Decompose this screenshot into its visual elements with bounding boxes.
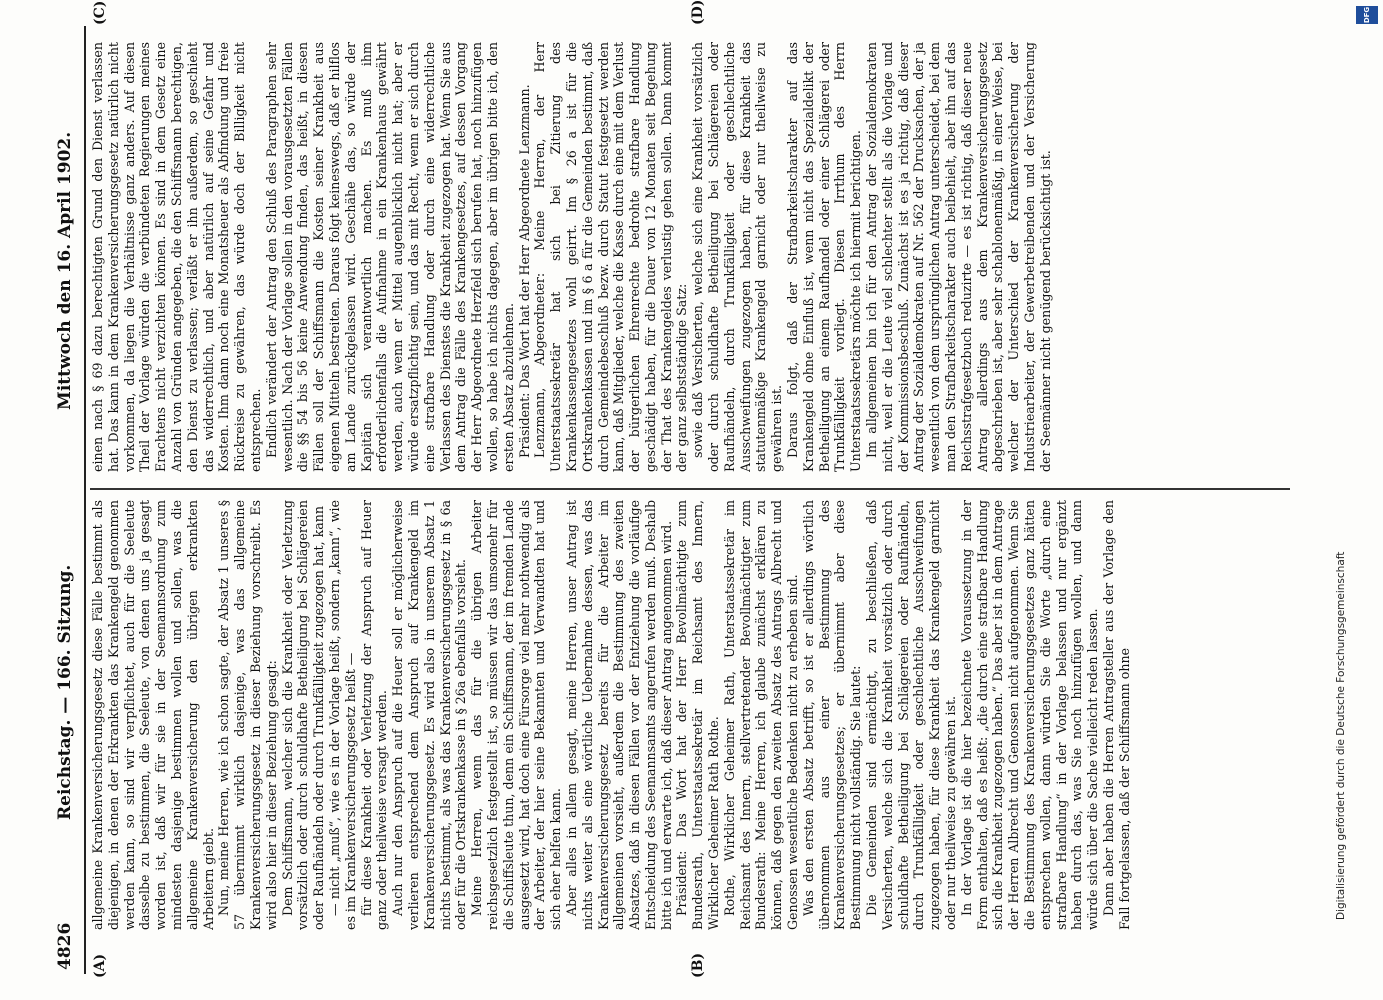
- margin-marker-d: (D): [690, 0, 706, 25]
- paragraph: Daraus folgt, daß der Strafbarkeitscharakter auf das Krankengeld ohne Einfluß ist, wenn nicht das Spezialdelikt der Betheiligung an einem Raufhandel oder einer Schlägerei oder Trunkfälligkeit vorliegt. Diesen Irrthum des Herrn Unterstaatssekretärs möchte ich hiermit berichtigen.: [785, 42, 864, 472]
- column-divider: [90, 489, 1290, 491]
- paragraph: Rothe, Wirklicher Geheimer Rath, Unterstaatssekretär im Reichsamt des Innern, stellvertretender Bevollmächtigter zum Bundesrath: Meine Herren, ich glaube zunächst erklären zu können, daß gegen den zweiten Absatz des Antrags Albrecht und Genossen wesentliche Bedenken nicht zu erheben sind.: [721, 500, 801, 930]
- paragraph: Meine Herren, wenn das für die übrigen Arbeiter reichsgesetzlich festgestellt ist, so müssen wir das umsomehr für die Schiffsleute thun, denn ein Schiffsmann, der im fremden Lande ausgesetzt wird, hat doch eine Fürsorge viel mehr nothwendig als der Arbeiter, der hier seine Bekannten und Verwandten hat und sich eher helfen kann.: [469, 500, 564, 930]
- margin-marker-b: (B): [690, 952, 706, 978]
- paragraph: Lenzmann, Abgeordneter: Meine Herren, der Herr Unterstaatssekretär hat sich bei Zitierung des Krankenkassengesetzes wohl geirrt. Im § 26 a ist für die Ortskrankenkassen und im § 6 a für die Gemeinden bestimmt, daß durch Gemeindebeschluß bezw. durch Statut festgesetzt werden kann, daß Mitglieder, welche die Kasse durch eine mit dem Verlust der bürgerlichen Ehrenrechte bedrohte strafbare Handlung geschädigt haben, für die Dauer von 12 Monaten seit Begehung der That des Krankengeldes verlustig gehen sollen. Dann kommt der ganz selbstständige Satz:: [532, 42, 690, 472]
- session-date: Mittwoch den 16. April 1902.: [55, 131, 75, 410]
- page-number: 4826: [55, 922, 75, 970]
- paragraph: Auch nur den Anspruch auf die Heuer soll er möglicherweise verlieren entsprechend dem Anspruch auf Krankengeld im Krankenversicherungsgesetz. Es wird also in unserem Absatz 1 nichts bestimmt, als was das Krankenversicherungsgesetz in § 6a oder für die Ortskrankenkasse in § 26a ebenfalls vorsieht.: [390, 500, 469, 930]
- page-header: [55, 30, 81, 970]
- paragraph: Aber alles in allem gesagt, meine Herren, unser Antrag ist nichts weiter als eine wörtliche Uebernahme dessen, was das Krankenversicherungsgesetz bereits für die Arbeiter im allgemeinen vorsieht, außerdem die Bestimmung des zweiten Absatzes, daß in diesen Fällen vor der Entziehung die vorläufige Entscheidung des Seemannsamts angerufen werden muß. Deshalb bitte ich und erwarte ich, daß dieser Antrag angenommen wird.: [563, 500, 674, 930]
- header-rule: [84, 26, 86, 974]
- paragraph: Präsident: Das Wort hat der Herr Abgeordnete Lenzmann.: [516, 84, 532, 458]
- dfg-logo: DFG: [1356, 6, 1378, 24]
- margin-marker-c: (C): [92, 0, 108, 25]
- margin-marker-a: (A): [92, 953, 108, 978]
- paragraph: Im allgemeinen bin ich für den Antrag der Sozialdemokraten nicht, weil er die Leute viel schlechter stellt als die Vorlage und der Kommissionsbeschluß. Zunächst ist es ja richtig, daß dieser Antrag der Sozialdemokraten auf Nr. 562 der Drucksachen, der ja wesentlich von dem ursprünglichen Antrag unterscheidet, bei dem man den Strafbarkeitscharakter auch beibehielt, aber ihn auf das Reichsstrafgesetzbuch reduzirte — es ist richtig, daß dieser neue Antrag allerdings aus dem Krankenversicherungsgesetz abgeschrieben ist, aber sehr schablonenmäßig, in einer Weise, bei welcher der Unterschied der Krankenversicherung der Industriearbeiter, der Gewerbetreibenden und der Versicherung der Seemänner nicht genügend berücksichtigt ist.: [864, 42, 1053, 472]
- paragraph: In der Vorlage ist die hier bezeichnete Voraussetzung in der Form enthalten, daß es heißt: „die durch eine strafbare Handlung sich die Krankheit zugezogen haben.“ Das aber ist in dem Antrage der Herren Albrecht und Genossen nicht aufgenommen. Wenn Sie die Bestimmung des Krankenversicherungsgesetzes ganz hätten entsprechen wollen, dann würden Sie die Worte „durch eine strafbare Handlung“ in der Vorlage belassen und nur ergänzt haben durch das, was Sie noch hinzufügen wollen, und dann würde sich über die Sache vielleicht reden lassen.: [958, 500, 1101, 930]
- paragraph: allgemeine Krankenversicherungsgesetz diese Fälle bestimmt als diejenigen, in denen der Erkrankten das Krankengeld genommen werden kann, so sind wir verpflichtet, auch für die Seeleute dasselbe zu bestimmen, die Seeleute, von denen uns ja gesagt worden ist, daß wir für sie in der Seemannsordnung zum mindesten dasjenige bestimmen wollen und sollen, was die allgemeine Krankenversicherung den übrigen erkrankten Arbeitern giebt.: [90, 500, 216, 930]
- paragraph: Nun, meine Herren, wie ich schon sagte, der Absatz 1 unseres § 57 übernimmt wirklich dasjenige, was das allgemeine Krankenversicherungsgesetz in dieser Beziehung vorschreibt. Es wird also hier in dieser Beziehung gesagt:: [216, 500, 279, 930]
- paragraph: Die Gemeinden sind ermächtigt, zu beschließen, daß Versicherten, welche sich die Krankheit vorsätzlich oder durch schuldhafte Betheiligung bei Schlägereien oder Raufhändeln, durch Trunkfälligkeit oder geschlechtliche Ausschweifungen zugezogen haben, für diese Krankheit das Krankengeld garnicht oder nur theilweise zu gewähren ist.: [864, 500, 959, 930]
- paragraph: Was den ersten Absatz betrifft, so ist er allerdings wörtlich übernommen aus einer Bestimmung des Krankenversicherungsgesetzes; er übernimmt aber diese Bestimmung nicht vollständig. Sie lautet:: [800, 500, 864, 930]
- paragraph: einen nach § 69 dazu berechtigten Grund den Dienst verlassen hat. Das kann in dem Krankenversicherungsgesetz natürlich nicht vorkommen, da liegen die Verhältnisse ganz anders. Auf diesen Theil der Vorlage würden die verbündeten Regierungen meines Erachtens nicht verzichten können. Es sind in dem Gesetz eine Anzahl von Gründen angegeben, die den Schiffsmann berechtigen, den Dienst zu verlassen; verläßt er ihn außerdem, so geschieht das widerrechtlich, und aber natürlich auf seine Gefahr und Kosten. Ihm dann noch eine Monatsheuer als Abfindung und freie Rückreise zu gewähren, das würde doch der Billigkeit nicht entsprechen.: [90, 42, 263, 472]
- paragraph: sowie daß Versicherten, welche sich eine Krankheit vorsätzlich oder durch schuldhafte Betheiligung bei Schlägereien oder Raufhändeln, durch Trunkfälligkeit oder geschlechtliche Ausschweifungen zugezogen haben, für diese Krankheit das statutenmäßige Krankengeld garnicht oder nur theilweise zu gewähren ist.: [690, 42, 785, 472]
- session-title: Reichstag. — 166. Sitzung.: [55, 564, 75, 820]
- paragraph: für diese Krankheit oder Verletzung der Anspruch auf Heuer ganz oder theilweise versagt werden.: [358, 500, 390, 930]
- left-text-column: [90, 500, 1290, 930]
- paragraph: Endlich verändert der Antrag den Schluß des Paragraphen sehr wesentlich. Nach der Vorlage sollen in den vorausgesetzten Fällen die §§ 54 bis 56 keine Anwendung finden, das heißt, in diesen Fällen soll der Schiffsmann die Kosten seiner Krankheit aus eigenen Mitteln bestreiten. Daraus folgt keineswegs, daß er hilflos am Lande zurückgelassen wird. Geschähe das, so würde der Kapitän sich verantwortlich machen. Es muß ihm erforderlichenfalls die Aufnahme in ein Krankenhaus gewährt werden, auch wenn er Mittel augenblicklich nicht hat; aber er würde ersatzpflichtig sein, und das mit Recht, wenn er sich durch eine strafbare Handlung oder durch eine widerrechtliche Verlassen des Dienstes die Krankheit zugezogen hat. Wenn Sie aus dem Antrag die Fälle des Krankengesetzes, auf dessen Vorgang der Herr Abgeordnete Herzfeld sich berufen hat, noch hinzufügen wollen, so habe ich nichts dagegen, aber im übrigen bitte ich, den ersten Absatz abzulehnen.: [263, 42, 516, 472]
- digitization-footer: Digitalisierung gefördert durch die Deutsche Forschungsgemeinschaft: [1335, 551, 1347, 920]
- paragraph: — nicht „muß“, wie es in der Vorlage heißt, sondern „kann“, wie es im Krankenversicherungsgesetz heißt —: [326, 500, 358, 930]
- right-text-column: [90, 42, 1290, 472]
- paragraph: Dann aber haben die Herren Antragsteller aus der Vorlage den Fall fortgelassen, daß der Schiffsmann ohne: [1101, 500, 1132, 930]
- paragraph: Dem Schiffsmann, welcher sich die Krankheit oder Verletzung vorsätzlich oder durch schuldhafte Betheiligung bei Schlägereien oder Raufhändeln oder durch Trunkfälligkeit zugezogen hat, kann: [279, 500, 327, 930]
- paragraph: Präsident: Das Wort hat der Herr Bevollmächtigte zum Bundesrath, Unterstaatssekretär im Reichsamt des Innern, Wirklicher Geheimer Rath Rothe.: [674, 500, 722, 930]
